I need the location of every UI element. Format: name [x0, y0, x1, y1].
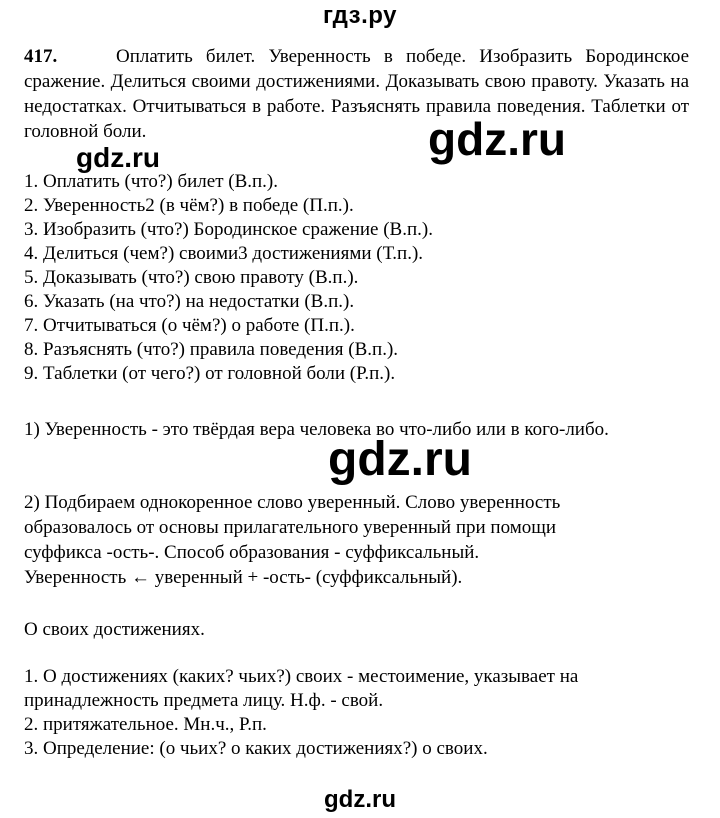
- list-item: 1. Оплатить (что?) билет (В.п.).: [24, 171, 278, 192]
- list-item: 2. Уверенность2 (в чём?) в победе (П.п.).: [24, 195, 354, 216]
- list-item: 1. О достижениях (каких? чьих?) своих - местоимение, указывает на: [24, 666, 579, 687]
- list-item: 9. Таблетки (от чего?) от головной боли (Р.п.).: [24, 363, 396, 384]
- list-item: 7. Отчитываться (о чём?) о работе (П.п.).: [24, 315, 355, 336]
- list-item: 3. Изобразить (что?) Бородинское сражение (В.п.).: [24, 219, 433, 240]
- footer-watermark: gdz.ru: [324, 786, 396, 813]
- list-item: 8. Разъяснять (что?) правила поведения (В.п.).: [24, 339, 399, 360]
- watermark-large-center: gdz.ru: [328, 433, 472, 486]
- formation-line: образовалось от основы прилагательного уверенный при помощи: [24, 517, 557, 538]
- list-item: 4. Делиться (чем?) своими3 достижениями (Т.п.).: [24, 243, 424, 264]
- list-item: принадлежность предмета лицу. Н.ф. - свой.: [24, 690, 384, 711]
- task-number: 417.: [24, 46, 58, 67]
- formation-paragraph: [24, 490, 689, 590]
- list-item: 6. Указать (на что?) на недостатки (В.п.).: [24, 291, 355, 312]
- morph-list: [24, 665, 578, 761]
- formation-line: суффикса -ость-. Способ образования - суффиксальный.: [24, 542, 480, 563]
- task-text: Оплатить билет. Уверенность в победе. Изобразить Бородинское сражение. Делиться своими достижениями. Доказывать свою правоту. Указать на недостатках. Отчитываться в работе. Разъяснять правила поведения. Таблетки от головной боли.: [24, 46, 689, 142]
- list-item: 3. Определение: (о чьих? о каких достижениях?) о своих.: [24, 738, 488, 759]
- formation-line: 2) Подбираем однокоренное слово уверенный. Слово уверенность: [24, 492, 561, 513]
- watermark-large: gdz.ru: [428, 113, 566, 165]
- meaning-paragraph: 1) Уверенность - это твёрдая вера человека во что-либо или в кого-либо.: [24, 419, 609, 440]
- list-item: 2. притяжательное. Мн.ч., Р.п.: [24, 714, 267, 735]
- formation-line: Уверенность ← уверенный + -ость- (суффиксальный).: [24, 567, 463, 588]
- list-item: 5. Доказывать (что?) свою правоту (В.п.).: [24, 267, 359, 288]
- morph-heading: О своих достижениях.: [24, 619, 205, 640]
- watermark-small: gdz.ru: [76, 142, 160, 173]
- phrase-list: [24, 170, 433, 386]
- site-header[interactable]: гдз.ру: [323, 2, 397, 29]
- task-statement: [24, 44, 689, 144]
